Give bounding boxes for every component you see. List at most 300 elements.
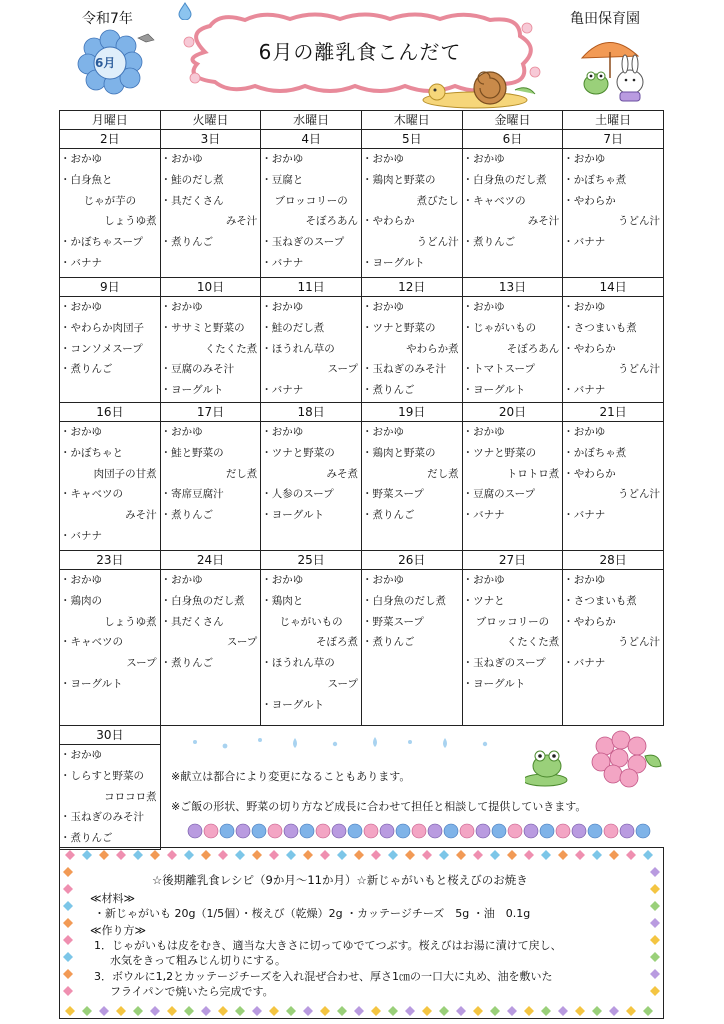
menu-item: ・玉ねぎのスープ — [261, 236, 345, 249]
menu-item: ・具だくさん — [160, 194, 224, 207]
menu-item: ・バナナ — [563, 657, 606, 670]
diamond-ornament — [473, 1006, 483, 1016]
menu-item: ・煮りんご — [361, 384, 415, 397]
menu-item: ・おかゆ — [361, 426, 404, 438]
menu-item: ・しらすと野菜の — [60, 769, 144, 782]
menu-cell — [563, 149, 664, 278]
menu-cell — [361, 570, 462, 726]
diamond-ornament — [558, 1006, 568, 1016]
menu-item: そぼろあん — [506, 342, 560, 355]
diamond-ornament — [303, 850, 313, 860]
diamond-ornament — [63, 986, 73, 996]
menu-item: ・煮りんご — [361, 636, 415, 649]
menu-item: ・鮭のだし煮 — [261, 321, 325, 334]
diamond-ornament — [303, 1006, 313, 1016]
menu-item: ・野菜スープ — [361, 615, 424, 628]
diamond-ornament — [252, 1006, 262, 1016]
menu-cell — [462, 422, 563, 551]
menu-item: ・おかゆ — [160, 574, 203, 586]
menu-cell — [261, 297, 362, 403]
menu-item: ・ツナと野菜の — [361, 321, 436, 334]
diamond-ornament — [269, 850, 279, 860]
menu-item: ・やわらか — [563, 467, 616, 480]
menu-item: ・やわらか — [563, 615, 616, 628]
menu-cell — [462, 570, 563, 726]
menu-item: ・おかゆ — [60, 749, 102, 761]
diamond-ornament — [63, 918, 73, 928]
menu-item: ブロッコリーの — [475, 615, 550, 628]
menu-item: そぼろ煮 — [315, 636, 358, 649]
menu-item: ・コンソメスープ — [60, 342, 143, 355]
date-cell: 30日 — [60, 726, 161, 745]
diamond-ornament — [650, 935, 660, 945]
menu-item: ・かぼちゃと — [60, 446, 123, 459]
menu-item: ・おかゆ — [462, 301, 505, 313]
diamond-ornament — [337, 1006, 347, 1016]
menu-item: 煮びたし — [416, 194, 459, 207]
diamond-ornament — [405, 850, 415, 860]
menu-row — [60, 422, 664, 551]
diamond-ornament — [558, 850, 568, 860]
menu-item: ・玉ねぎのみそ汁 — [60, 811, 144, 824]
menu-item: ・白身魚のだし煮 — [160, 594, 245, 607]
menu-item: ・やわらか肉団子 — [60, 321, 144, 334]
weekday-header-0: 月曜日 — [60, 111, 161, 130]
diamond-ornament — [133, 850, 143, 860]
menu-item: ・おかゆ — [563, 426, 606, 438]
menu-item: ・バナナ — [462, 509, 505, 522]
menu-cell — [361, 422, 462, 551]
diamond-ornament — [650, 969, 660, 979]
weekday-header-5: 土曜日 — [563, 111, 664, 130]
date-cell: 13日 — [462, 278, 563, 297]
diamond-ornament — [354, 850, 364, 860]
diamond-ornament — [643, 850, 653, 860]
date-cell: 5日 — [361, 130, 462, 149]
menu-item: ・キャベツの — [462, 194, 526, 207]
steps-label: ≪作り方≫ — [90, 924, 147, 937]
menu-item: ・バナナ — [60, 256, 102, 269]
menu-item: ・おかゆ — [160, 153, 203, 165]
menu-item: スープ — [226, 636, 258, 649]
menu-item: コロコロ煮 — [104, 790, 157, 803]
menu-item: くたくた煮 — [204, 342, 258, 355]
menu-item: ・野菜スープ — [361, 488, 424, 501]
menu-item: ・鮭のだし煮 — [160, 173, 224, 186]
menu-item: ・白身魚のだし煮 — [462, 173, 547, 186]
date-cell: 2日 — [60, 130, 161, 149]
date-cell: 11日 — [261, 278, 362, 297]
menu-item: ・おかゆ — [261, 301, 304, 313]
date-cell: 26日 — [361, 551, 462, 570]
diamond-ornament — [650, 986, 660, 996]
diamond-ornament — [439, 1006, 449, 1016]
diamond-ornament — [405, 1006, 415, 1016]
month-badge-text: 6月 — [95, 56, 116, 70]
frog-hydrangea-illustration — [525, 726, 663, 790]
ingredients-label: ≪材料≫ — [90, 892, 136, 905]
date-row — [60, 403, 664, 422]
recipe-title: ☆後期離乳食レシピ（9か月～11か月）☆新じゃがいもと桜えびのお焼き — [152, 873, 528, 887]
diamond-ornament — [354, 1006, 364, 1016]
diamond-ornament — [388, 1006, 398, 1016]
menu-item: ・おかゆ — [563, 301, 606, 313]
diamond-ornament — [592, 850, 602, 860]
menu-item: ・寄席豆腐汁 — [160, 488, 224, 501]
menu-cell — [462, 149, 563, 278]
date-cell: 10日 — [160, 278, 261, 297]
diamond-ornament — [82, 1006, 92, 1016]
menu-item: ・やわらか — [563, 194, 616, 207]
menu-item: しょうゆ煮 — [104, 615, 157, 628]
diamond-ornament — [63, 969, 73, 979]
weekday-header-1: 火曜日 — [160, 111, 261, 130]
diamond-ornament — [63, 952, 73, 962]
menu-cell — [261, 149, 362, 278]
diamond-ornament — [65, 850, 75, 860]
menu-item: ・キャベツの — [60, 636, 123, 649]
menu-item: みそ汁 — [527, 215, 560, 228]
date-cell: 17日 — [160, 403, 261, 422]
diamond-ornament — [650, 867, 660, 877]
menu-item: うどん汁 — [618, 215, 660, 228]
menu-item: みそ汁 — [225, 215, 258, 228]
menu-item: ・ヨーグルト — [261, 509, 324, 522]
menu-item: ・バナナ — [563, 509, 606, 522]
menu-item: ・豆腐と — [261, 173, 304, 186]
diamond-ornament — [626, 1006, 636, 1016]
diamond-ornament — [541, 1006, 551, 1016]
diamond-ornament — [422, 1006, 432, 1016]
date-cell: 3日 — [160, 130, 261, 149]
menu-item: ・ヨーグルト — [160, 384, 224, 397]
menu-cell — [563, 297, 664, 403]
year-label: 令和7年 — [82, 11, 133, 27]
menu-cell — [361, 297, 462, 403]
menu-item: ・玉ねぎのみそ汁 — [361, 363, 446, 376]
diamond-ornament — [650, 901, 660, 911]
menu-item: みそ汁 — [125, 509, 157, 522]
date-row — [60, 551, 664, 570]
date-cell: 23日 — [60, 551, 161, 570]
diamond-ornament — [490, 1006, 500, 1016]
date-cell: 12日 — [361, 278, 462, 297]
step-3-line-1: 3．ボウルに1,2とカッテージチーズを入れ混ぜ合わせ、厚さ1㎝の一口大に丸め、油を敷いた — [94, 970, 553, 983]
date-cell: 19日 — [361, 403, 462, 422]
step-3-line-2: フライパンで焼いたら完成です。 — [110, 985, 274, 998]
diamond-ornament — [99, 1006, 109, 1016]
diamond-ornament — [65, 1006, 75, 1016]
menu-item: ・おかゆ — [462, 574, 505, 586]
menu-item: ・ヨーグルト — [361, 256, 425, 269]
menu-item: ・ツナと野菜の — [261, 446, 335, 459]
date-cell: 20日 — [462, 403, 563, 422]
menu-item: ・じゃがいもの — [462, 321, 537, 334]
diamond-ornament — [507, 1006, 517, 1016]
diamond-ornament — [650, 918, 660, 928]
menu-item: ・トマトスープ — [462, 363, 535, 376]
date-cell: 24日 — [160, 551, 261, 570]
menu-item: そぼろあん — [305, 215, 358, 228]
menu-item: ・かぼちゃ煮 — [563, 446, 627, 459]
menu-item: ・かぼちゃ煮 — [563, 173, 627, 186]
menu-item: くたくた煮 — [506, 636, 560, 649]
diamond-ornament — [422, 850, 432, 860]
date-cell: 4日 — [261, 130, 362, 149]
menu-item: ・おかゆ — [361, 301, 404, 313]
menu-item: ・さつまいも煮 — [563, 594, 637, 607]
menu-item: ・おかゆ — [261, 426, 304, 438]
menu-item: ・おかゆ — [361, 153, 404, 165]
diamond-ornament — [371, 1006, 381, 1016]
menu-item: うどん汁 — [618, 636, 660, 649]
diamond-ornament — [286, 1006, 296, 1016]
menu-item: うどん汁 — [618, 488, 660, 501]
menu-item: ・煮りんご — [60, 363, 113, 376]
diamond-ornament — [218, 1006, 228, 1016]
menu-item: じゃがいもの — [279, 615, 343, 628]
menu-item: ・豆腐のみそ汁 — [160, 363, 235, 376]
menu-item: だし煮 — [225, 467, 258, 480]
date-cell: 9日 — [60, 278, 161, 297]
menu-item: ・煮りんご — [160, 657, 214, 670]
menu-cell — [462, 297, 563, 403]
diamond-ornament — [609, 1006, 619, 1016]
menu-cell — [60, 422, 161, 551]
diamond-ornament — [201, 1006, 211, 1016]
menu-item: ・人参のスープ — [261, 488, 334, 501]
diamond-ornament — [456, 850, 466, 860]
weekday-header-4: 金曜日 — [462, 111, 563, 130]
menu-item: ・鶏肉の — [60, 594, 102, 607]
diamond-ornament — [150, 1006, 160, 1016]
menu-item: みそ煮 — [326, 467, 358, 480]
diamond-ornament — [235, 1006, 245, 1016]
date-cell: 7日 — [563, 130, 664, 149]
diamond-ornament — [507, 850, 517, 860]
weekday-header-2: 水曜日 — [261, 111, 362, 130]
diamond-ornament — [99, 850, 109, 860]
menu-item: ・バナナ — [563, 384, 606, 397]
menu-item: 肉団子の甘煮 — [93, 467, 157, 480]
menu-item: ・おかゆ — [462, 426, 505, 438]
hydrangea-month-badge — [74, 28, 164, 100]
menu-item: ブロッコリーの — [274, 194, 348, 207]
diamond-ornament — [116, 850, 126, 860]
menu-item: ・鶏肉と野菜の — [361, 173, 436, 186]
diamond-ornament — [116, 1006, 126, 1016]
weekday-header-3: 木曜日 — [361, 111, 462, 130]
menu-item: うどん汁 — [618, 363, 660, 376]
date-cell: 16日 — [60, 403, 161, 422]
menu-item: トロトロ煮 — [506, 467, 560, 480]
notes-area — [165, 726, 665, 846]
diamond-ornament — [592, 1006, 602, 1016]
date-cell: 28日 — [563, 551, 664, 570]
nursery-name: 亀田保育園 — [570, 11, 640, 27]
menu-item: ・具だくさん — [160, 615, 224, 628]
diamond-ornament — [541, 850, 551, 860]
diamond-ornament — [320, 850, 330, 860]
menu-item: ・ササミと野菜の — [160, 321, 245, 334]
menu-item: スープ — [126, 657, 157, 670]
menu-item: ・ほうれん草の — [261, 657, 335, 670]
date-cell: 21日 — [563, 403, 664, 422]
menu-item: ・ヨーグルト — [462, 384, 526, 397]
menu-item: ・ヨーグルト — [60, 677, 123, 690]
menu-item: ・バナナ — [261, 256, 304, 269]
diamond-ornament — [650, 884, 660, 894]
menu-item: ・キャベツの — [60, 488, 123, 501]
menu-item: ・鮭と野菜の — [160, 446, 224, 459]
menu-cell — [160, 149, 261, 278]
menu-cell — [160, 570, 261, 726]
menu-item: ・鶏肉と — [261, 594, 304, 607]
menu-cell — [60, 297, 161, 403]
menu-item: ・バナナ — [261, 384, 304, 397]
menu-item: ・煮りんご — [160, 509, 214, 522]
diamond-ornament — [473, 850, 483, 860]
diamond-ornament — [201, 850, 211, 860]
diamond-ornament — [388, 850, 398, 860]
date-row — [60, 278, 664, 297]
diamond-ornament — [133, 1006, 143, 1016]
diamond-ornament — [150, 850, 160, 860]
menu-item: ・玉ねぎのスープ — [462, 657, 546, 670]
menu-cell — [60, 149, 161, 278]
diamond-ornament — [575, 1006, 585, 1016]
diamond-ornament — [524, 850, 534, 860]
menu-item: ・おかゆ — [261, 153, 304, 165]
menu-item: うどん汁 — [416, 236, 459, 249]
menu-item: ・バナナ — [60, 529, 102, 542]
ingredients-list: ・新じゃがいも 20g（1/5個）・桜えび（乾燥）2g ・カッテージチーズ 5g ・油 0.1g — [94, 907, 531, 920]
date-cell: 25日 — [261, 551, 362, 570]
menu-item: ・バナナ — [563, 236, 606, 249]
diamond-ornament — [82, 850, 92, 860]
note-1: ※献立は都合により変更になることもあります。 — [171, 770, 411, 783]
diamond-ornament — [63, 935, 73, 945]
menu-item: ・鶏肉と野菜の — [361, 446, 436, 459]
menu-item: だし煮 — [427, 467, 459, 480]
menu-item: ・おかゆ — [60, 153, 102, 165]
diamond-ornament — [63, 867, 73, 877]
date-cell: 27日 — [462, 551, 563, 570]
recipe-box — [59, 847, 664, 1019]
diamond-ornament — [650, 952, 660, 962]
menu-cell — [60, 745, 161, 850]
menu-item: ・煮りんご — [361, 509, 415, 522]
menu-cell — [361, 149, 462, 278]
diamond-ornament — [456, 1006, 466, 1016]
menu-item: ・ヨーグルト — [261, 698, 324, 711]
menu-row — [60, 297, 664, 403]
menu-item: ・おかゆ — [563, 574, 606, 586]
date-cell: 18日 — [261, 403, 362, 422]
date-row — [60, 130, 664, 149]
raindrops-decoration — [185, 732, 505, 754]
diamond-ornament — [575, 850, 585, 860]
menu-item: ・おかゆ — [60, 301, 102, 313]
diamond-ornament — [337, 850, 347, 860]
diamond-ornament — [320, 1006, 330, 1016]
step-1-line-2: 水気をきって粗みじん切りにする。 — [110, 954, 286, 967]
diamond-ornament — [626, 850, 636, 860]
menu-item: ・かぼちゃスープ — [60, 236, 143, 249]
diamond-ornament — [218, 850, 228, 860]
weekday-header-row — [60, 111, 664, 130]
menu-item: ・おかゆ — [261, 574, 304, 586]
date-cell: 14日 — [563, 278, 664, 297]
menu-item: ・おかゆ — [160, 426, 203, 438]
menu-cell — [261, 570, 362, 726]
menu-item: ・ツナと — [462, 594, 505, 607]
menu-cell — [160, 422, 261, 551]
diamond-ornament — [490, 850, 500, 860]
menu-item: ・おかゆ — [462, 153, 505, 165]
menu-item: ・やわらか — [361, 215, 415, 228]
menu-row — [60, 149, 664, 278]
frog-rabbit-umbrella-illustration — [578, 34, 658, 104]
diamond-ornament — [252, 850, 262, 860]
diamond-ornament — [609, 850, 619, 860]
menu-item: ・さつまいも煮 — [563, 321, 637, 334]
diamond-ornament — [63, 901, 73, 911]
menu-item: ・ほうれん草の — [261, 342, 335, 355]
diamond-ornament — [184, 1006, 194, 1016]
diamond-ornament — [167, 850, 177, 860]
menu-item: スープ — [327, 363, 358, 376]
menu-cell — [563, 422, 664, 551]
menu-item: ・煮りんご — [60, 832, 113, 845]
diamond-ornament — [439, 850, 449, 860]
menu-item: ・おかゆ — [60, 426, 102, 438]
note-2: ※ご飯の形状、野菜の切り方など成長に合わせて担任と相談して提供していきます。 — [171, 800, 587, 813]
menu-item: ・白身魚と — [60, 173, 113, 186]
date-cell: 6日 — [462, 130, 563, 149]
diamond-ornament — [524, 1006, 534, 1016]
diamond-ornament — [184, 850, 194, 860]
menu-item: ・やわらか — [563, 342, 616, 355]
diamond-ornament — [286, 850, 296, 860]
menu-cell — [160, 297, 261, 403]
diamond-ornament — [643, 1006, 653, 1016]
menu-item: じゃが芋の — [83, 194, 137, 207]
menu-item: ・煮りんご — [462, 236, 516, 249]
menu-row — [60, 570, 664, 726]
menu-cell — [60, 570, 161, 726]
diamond-ornament — [167, 1006, 177, 1016]
diamond-ornament — [235, 850, 245, 860]
menu-item: ・おかゆ — [563, 153, 606, 165]
diamond-ornament — [371, 850, 381, 860]
menu-cell — [563, 570, 664, 726]
menu-item: ・おかゆ — [160, 301, 203, 313]
menu-item: しょうゆ煮 — [104, 215, 157, 228]
hydrangea-border-decoration — [185, 822, 655, 840]
menu-item: ・豆腐のスープ — [462, 488, 536, 501]
menu-item: ・ツナと野菜の — [462, 446, 537, 459]
step-1-line-1: 1．じゃがいもは皮をむき、適当な大きさに切ってゆでてつぶす。桜えびはお湯に漬けて戻し、 — [94, 939, 562, 952]
diamond-ornament — [269, 1006, 279, 1016]
menu-item: やわらか煮 — [406, 342, 459, 355]
menu-item: ・煮りんご — [160, 236, 214, 249]
diamond-ornament — [63, 884, 73, 894]
menu-item: ・おかゆ — [361, 574, 404, 586]
menu-item: スープ — [327, 677, 358, 690]
menu-item: ・おかゆ — [60, 574, 102, 586]
menu-cell — [261, 422, 362, 551]
